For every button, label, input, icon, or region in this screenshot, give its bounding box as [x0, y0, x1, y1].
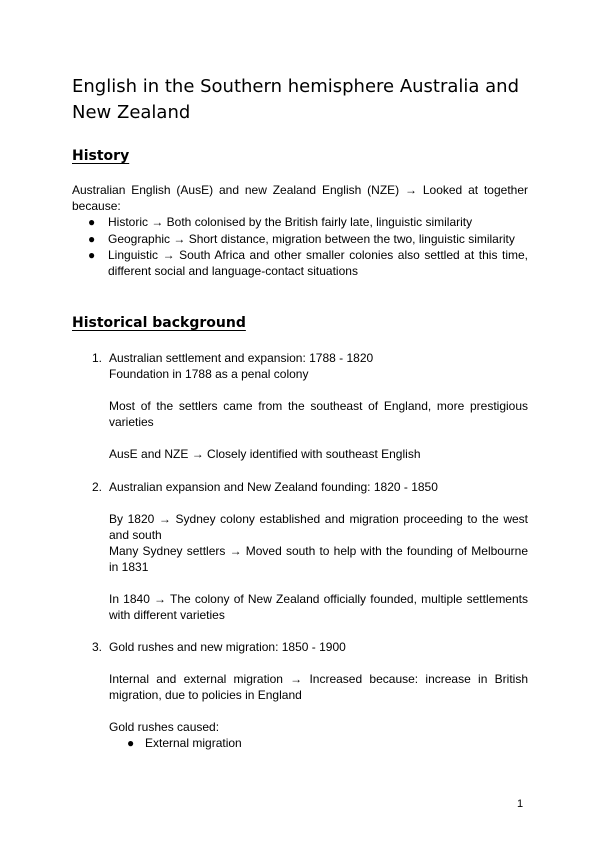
- document-title: English in the Southern hemisphere Australia and New Zealand: [72, 76, 520, 123]
- list-item-line: Foundation in 1788 as a penal colony: [109, 367, 309, 381]
- bullet-icon: ●: [88, 248, 96, 262]
- list-number: 1.: [92, 351, 103, 365]
- page-number: 1: [517, 798, 524, 810]
- list-number: 2.: [92, 480, 103, 494]
- list-item-title: Gold rushes and new migration: 1850 - 1900: [109, 640, 346, 654]
- list-item-paragraph: Many Sydney settlers → Moved south to help with the founding of Melbourne in 1831: [109, 544, 528, 574]
- list-item-paragraph: By 1820 → Sydney colony established and migration proceeding to the west and south: [109, 512, 528, 542]
- list-number: 3.: [92, 640, 103, 654]
- list-item-title: Australian expansion and New Zealand founding: 1820 - 1850: [109, 480, 438, 494]
- list-item-title: Australian settlement and expansion: 1788 - 1820: [109, 351, 374, 365]
- bullet-text: Historic → Both colonised by the British fairly late, linguistic similarity: [108, 215, 473, 229]
- history-intro: Australian English (AusE) and new Zealand English (NZE) → Looked at together because:: [72, 183, 528, 213]
- list-item-paragraph: In 1840 → The colony of New Zealand officially founded, multiple settlements with different varieties: [109, 592, 528, 622]
- bullet-text: Linguistic → South Africa and other smaller colonies also settled at this time, different social and language-contact situations: [108, 248, 528, 278]
- bullet-text: External migration: [145, 736, 242, 750]
- bullet-icon: ●: [127, 736, 135, 750]
- list-item-paragraph: AusE and NZE → Closely identified with southeast English: [109, 447, 421, 461]
- bullet-icon: ●: [88, 215, 96, 229]
- list-item-paragraph: Most of the settlers came from the southeast of England, more prestigious varieties: [109, 399, 528, 429]
- bullet-icon: ●: [88, 232, 96, 246]
- bullet-text: Geographic → Short distance, migration between the two, linguistic similarity: [108, 232, 515, 246]
- section-heading-history: History: [72, 148, 130, 164]
- list-item-paragraph: Gold rushes caused:: [109, 720, 220, 734]
- list-item-paragraph: Internal and external migration → Increased because: increase in British migration, due to policies in England: [109, 672, 528, 702]
- section-heading-historical-background: Historical background: [72, 315, 246, 331]
